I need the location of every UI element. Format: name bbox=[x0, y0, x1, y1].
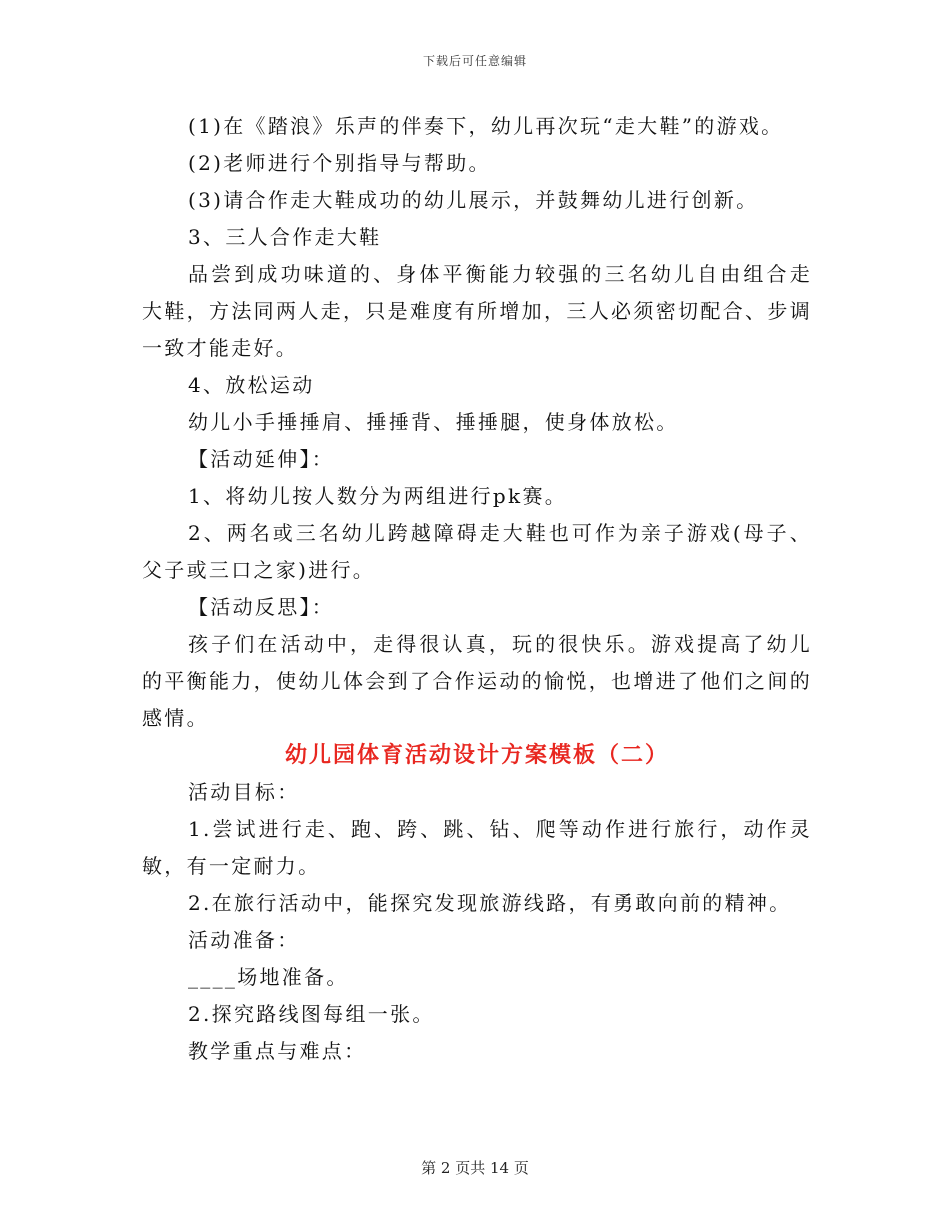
document-body bbox=[142, 108, 812, 1070]
paragraph-step-1: (1)在《踏浪》乐声的伴奏下，幼儿再次玩“走大鞋”的游戏。 bbox=[188, 114, 784, 138]
paragraph-goal-2: 2.在旅行活动中，能探究发现旅游线路，有勇敢向前的精神。 bbox=[188, 891, 792, 915]
paragraph-three-person-walk: 品尝到成功味道的、身体平衡能力较强的三名幼儿自由组合走大鞋，方法同两人走，只是难度有所增加，三人必须密切配合、步调一致才能走好。 bbox=[142, 262, 812, 360]
page-header: 下载后可任意编辑 bbox=[422, 54, 527, 68]
heading-preparation: 活动准备： bbox=[188, 928, 300, 952]
paragraph-prep-1: ____场地准备。 bbox=[188, 965, 349, 989]
paragraph-goal-1: 1.尝试进行走、跑、跨、跳、钻、爬等动作进行旅行，动作灵敏，有一定耐力。 bbox=[142, 817, 812, 878]
paragraph-extension-2: 2、两名或三名幼儿跨越障碍走大鞋也可作为亲子游戏(母子、父子或三口之家)进行。 bbox=[142, 521, 812, 582]
heading-three-person-walk: 3、三人合作走大鞋 bbox=[188, 225, 382, 249]
heading-extension: 【活动延伸】： bbox=[188, 447, 335, 471]
page-footer: 第 2 页共 14 页 bbox=[421, 1159, 529, 1177]
paragraph-step-3: (3)请合作走大鞋成功的幼儿展示，并鼓舞幼儿进行创新。 bbox=[188, 188, 759, 212]
heading-reflection: 【活动反思】： bbox=[188, 595, 335, 619]
paragraph-step-2: (2)老师进行个别指导与帮助。 bbox=[188, 151, 491, 175]
heading-key-points: 教学重点与难点： bbox=[188, 1039, 367, 1063]
heading-goals: 活动目标： bbox=[188, 780, 300, 804]
paragraph-extension-1: 1、将幼儿按人数分为两组进行pk赛。 bbox=[188, 484, 568, 508]
section-title: 幼儿园体育活动设计方案模板（二） bbox=[284, 742, 669, 768]
paragraph-reflection: 孩子们在活动中，走得很认真，玩的很快乐。游戏提高了幼儿的平衡能力，使幼儿体会到了合作运动的愉悦，也增进了他们之间的感情。 bbox=[142, 632, 812, 730]
paragraph-relax: 幼儿小手捶捶肩、捶捶背、捶捶腿，使身体放松。 bbox=[188, 410, 679, 434]
heading-relax: 4、放松运动 bbox=[188, 373, 315, 397]
paragraph-prep-2: 2.探究路线图每组一张。 bbox=[188, 1002, 435, 1026]
